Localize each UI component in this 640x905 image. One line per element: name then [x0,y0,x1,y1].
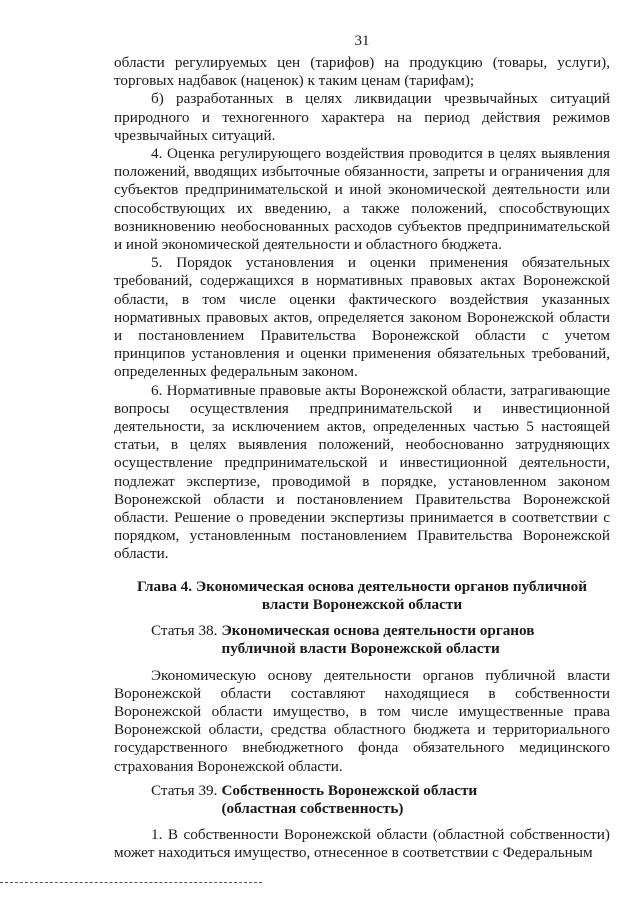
article-38-title: Экономическая основа деятельности органов публичной власти Воронежской области [221,622,535,658]
paragraph-tariffs-continuation: области регулируемых цен (тарифов) на продукцию (товары, услуги), торговых надбавок (наценок) к таким ценам (тарифам); [114,54,610,90]
article-39-title: Собственность Воронежской области (областная собственность) [221,781,478,817]
paragraph-emergency: б) разработанных в целях ликвидации чрезвычайных ситуаций природного и техногенного характера на период действия режимов чрезвычайных ситуаций. [114,90,610,144]
article-39-paragraph: 1. В собственности Воронежской области (областной собственности) может находиться имущество, отнесенное в соответствии с Федеральным [114,826,610,862]
paragraph-mandatory-requirements: 5. Порядок установления и оценки применения обязательных требований, содержащихся в нормативных правовых актах Воронежской области, в том числе оценки фактического воздействия указанных нормативных правовых актов, определяется законом Воронежской области и постановлением Правительства Воронежской области с учетом принципов установления и оценки применения обязательных требований, определенных федеральным законом. [114,254,610,381]
article-39-number: Статья 39. [151,781,218,799]
footer-divider [0,882,262,883]
paragraph-expertise: 6. Нормативные правовые акты Воронежской области, затрагивающие вопросы осуществления предпринимательской и инвестиционной деятельности, за исключением актов, определенных частью 5 настоящей статьи, в целях выявления положений, необоснованно затрудняющих осуществление предпринимательской и инвестиционной деятельности, подлежат экспертизе, проводимой в порядке, установленном законом Воронежской области и постановлением Правительства Воронежской области. Решение о проведении экспертизы принимается в соответствии с порядком, установленным постановлением Правительства Воронежской области. [114,381,610,563]
page-number: 31 [354,33,370,49]
article-38-number: Статья 38. [151,622,218,640]
chapter-heading: Глава 4. Экономическая основа деятельности органов публичной власти Воронежской области [137,577,587,613]
paragraph-regulatory-assessment: 4. Оценка регулирующего воздействия проводится в целях выявления положений, вводящих избыточные обязанности, запреты и ограничения для субъектов предпринимательской и иной экономической деятельности или способствующих их введению, а также положений, способствующих возникновению необоснованных расходов субъектов предпринимательской и иной экономической деятельности и областного бюджета. [114,145,610,254]
article-38-paragraph: Экономическую основу деятельности органов публичной власти Воронежской области составляют находящиеся в собственности Воронежской области имущество, в том числе имущественные права Воронежской области, средства областного бюджета и территориального государственного внебюджетного фонда обязательного медицинского страхования Воронежской области. [114,666,610,775]
article-39-heading [114,782,610,818]
document-body [114,54,610,863]
article-38-heading [114,622,610,658]
